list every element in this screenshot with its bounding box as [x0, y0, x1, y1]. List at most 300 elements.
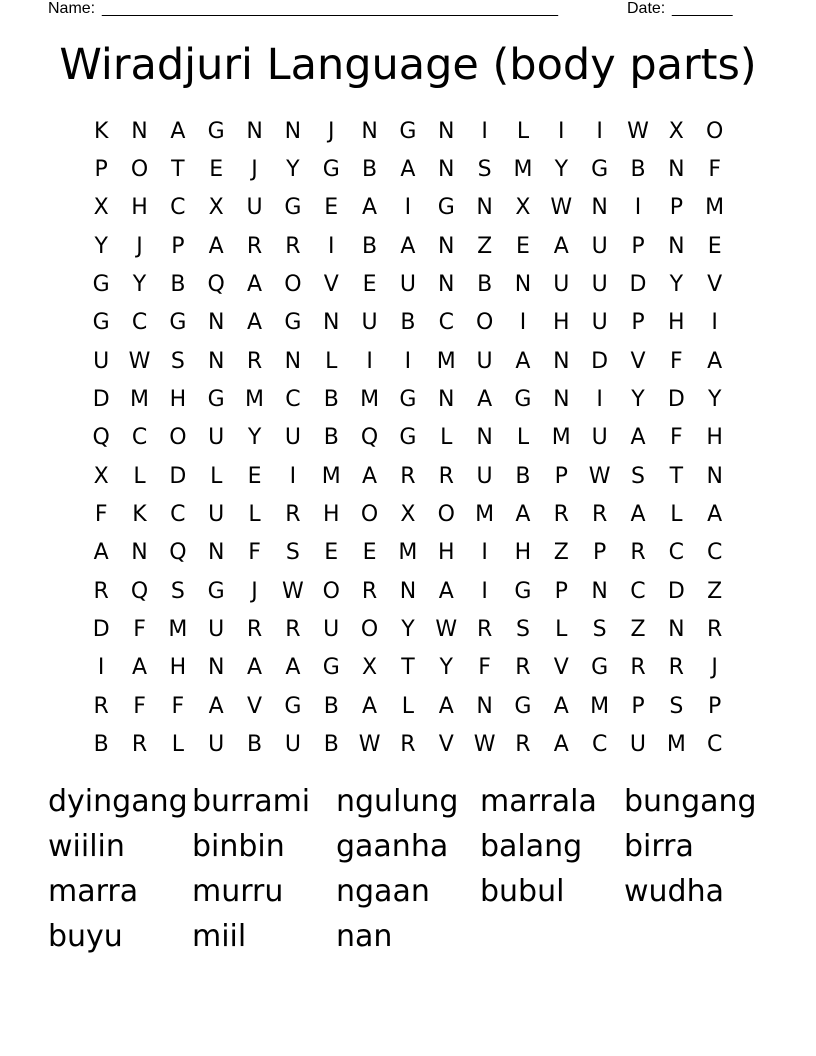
- grid-cell: C: [170, 195, 186, 221]
- grid-cell: R: [285, 502, 301, 528]
- grid-cell: A: [285, 655, 301, 681]
- grid-cell: G: [169, 310, 187, 336]
- grid-cell: W: [473, 732, 496, 758]
- grid-cell: G: [591, 157, 609, 183]
- grid-cell: A: [630, 502, 646, 528]
- grid-cell: R: [285, 233, 301, 259]
- puzzle-title: Wiradjuri Language (body parts): [59, 40, 757, 90]
- grid-cell: Q: [92, 425, 110, 451]
- grid-cell: D: [169, 463, 187, 489]
- grid-cell: H: [514, 540, 532, 566]
- grid-cell: U: [591, 310, 608, 336]
- word-list-item: marra: [48, 874, 139, 909]
- grid-row: [82, 380, 734, 418]
- grid-cell: X: [400, 502, 416, 528]
- grid-cell: A: [515, 502, 531, 528]
- grid-row: [82, 304, 734, 342]
- grid-cell: E: [362, 272, 377, 298]
- grid-cell: L: [133, 463, 146, 489]
- grid-cell: S: [170, 578, 185, 604]
- grid-cell: P: [669, 195, 683, 221]
- grid-cell: G: [399, 425, 417, 451]
- grid-cell: T: [669, 463, 684, 489]
- grid-cell: M: [321, 463, 341, 489]
- grid-cell: V: [247, 693, 263, 719]
- grid-cell: F: [670, 425, 683, 451]
- letter-grid: [82, 112, 734, 764]
- grid-cell: A: [515, 348, 531, 374]
- grid-cell: A: [362, 463, 378, 489]
- grid-cell: Q: [169, 540, 187, 566]
- grid-cell: B: [170, 272, 186, 298]
- grid-cell: M: [705, 195, 725, 221]
- grid-cell: G: [514, 578, 532, 604]
- grid-cell: A: [170, 118, 186, 144]
- grid-cell: I: [596, 118, 603, 144]
- grid-cell: L: [171, 732, 184, 758]
- grid-cell: U: [246, 195, 263, 221]
- grid-cell: G: [92, 272, 110, 298]
- grid-cell: N: [476, 425, 493, 451]
- grid-cell: A: [362, 693, 378, 719]
- grid-cell: N: [207, 655, 225, 681]
- grid-cell: A: [247, 272, 263, 298]
- grid-cell: A: [93, 540, 109, 566]
- grid-cell: W: [282, 578, 304, 604]
- name-label: Name:: [48, 0, 96, 17]
- grid-cell: U: [591, 233, 608, 259]
- grid-cell: I: [481, 118, 488, 144]
- grid-cell: U: [208, 425, 225, 451]
- grid-cell: B: [323, 693, 339, 719]
- grid-cell: R: [246, 617, 263, 643]
- grid-cell: A: [438, 578, 454, 604]
- grid-cell: C: [706, 732, 723, 758]
- grid-cell: M: [590, 693, 610, 719]
- grid-cell: A: [362, 195, 378, 221]
- grid-cell: N: [553, 348, 570, 374]
- grid-row: [82, 610, 734, 648]
- grid-cell: V: [707, 272, 723, 298]
- grid-cell: R: [438, 463, 454, 489]
- grid-cell: A: [400, 157, 416, 183]
- grid-cell: R: [93, 693, 109, 719]
- grid-cell: Y: [439, 655, 453, 681]
- grid-row: [82, 457, 734, 495]
- grid-cell: N: [553, 387, 570, 413]
- grid-cell: F: [133, 617, 146, 643]
- word-list-item: nan: [336, 919, 393, 954]
- grid-cell: I: [289, 463, 297, 489]
- grid-cell: A: [208, 693, 224, 719]
- grid-cell: X: [515, 195, 531, 221]
- grid-row: [82, 419, 734, 457]
- grid-cell: S: [477, 157, 492, 183]
- grid-cell: T: [171, 157, 185, 183]
- grid-row: [82, 534, 734, 572]
- grid-cell: C: [438, 310, 454, 336]
- grid-cell: N: [668, 157, 685, 183]
- grid-cell: I: [596, 387, 603, 413]
- grid-cell: G: [284, 310, 302, 336]
- grid-cell: J: [251, 157, 258, 183]
- grid-cell: R: [591, 502, 608, 528]
- grid-cell: U: [591, 425, 608, 451]
- grid-cell: N: [438, 272, 455, 298]
- grid-cell: J: [327, 118, 335, 144]
- grid-cell: C: [591, 732, 608, 758]
- grid-cell: A: [707, 348, 723, 374]
- grid-cell: J: [711, 655, 718, 681]
- grid-cell: U: [399, 272, 416, 298]
- grid-cell: U: [476, 348, 493, 374]
- grid-cell: N: [591, 578, 608, 604]
- grid-cell: Y: [554, 157, 569, 183]
- grid-cell: F: [133, 693, 146, 719]
- grid-row: [82, 112, 734, 150]
- grid-cell: B: [247, 732, 263, 758]
- grid-cell: N: [361, 118, 378, 144]
- grid-cell: U: [476, 463, 493, 489]
- grid-cell: M: [398, 540, 418, 566]
- grid-cell: G: [322, 655, 340, 681]
- name-blank: _____________________________________________________: [102, 0, 558, 17]
- grid-cell: G: [514, 693, 532, 719]
- grid-row: [82, 726, 734, 764]
- grid-cell: I: [558, 118, 565, 144]
- grid-cell: I: [366, 348, 373, 374]
- grid-cell: H: [322, 502, 340, 528]
- grid-row: [82, 649, 734, 687]
- grid-cell: E: [247, 463, 262, 489]
- grid-cell: G: [284, 693, 302, 719]
- grid-cell: R: [630, 655, 646, 681]
- grid-cell: R: [553, 502, 569, 528]
- word-list: [48, 782, 788, 962]
- grid-cell: Y: [707, 387, 722, 413]
- grid-cell: V: [323, 272, 339, 298]
- grid-cell: Q: [207, 272, 225, 298]
- word-list-item: miil: [192, 919, 247, 954]
- grid-cell: R: [476, 617, 493, 643]
- grid-cell: R: [400, 732, 416, 758]
- grid-cell: X: [93, 463, 109, 489]
- grid-cell: X: [668, 118, 684, 144]
- grid-cell: A: [438, 693, 454, 719]
- grid-cell: J: [136, 233, 143, 259]
- grid-cell: Z: [477, 233, 493, 259]
- grid-cell: R: [361, 578, 378, 604]
- grid-cell: O: [130, 157, 149, 183]
- word-list-item: balang: [480, 829, 583, 864]
- grid-cell: B: [515, 463, 531, 489]
- date-label: Date:: [627, 0, 666, 17]
- grid-cell: P: [631, 693, 645, 719]
- grid-cell: W: [435, 617, 458, 643]
- grid-cell: N: [438, 387, 455, 413]
- grid-cell: N: [668, 617, 685, 643]
- grid-cell: K: [93, 118, 109, 144]
- grid-cell: G: [591, 655, 609, 681]
- grid-cell: A: [477, 387, 493, 413]
- grid-row: [82, 227, 734, 265]
- grid-cell: F: [478, 655, 491, 681]
- grid-cell: N: [706, 463, 723, 489]
- grid-cell: O: [475, 310, 494, 336]
- header-line: [48, 0, 748, 20]
- grid-cell: O: [322, 578, 340, 604]
- grid-cell: I: [97, 655, 105, 681]
- grid-cell: M: [551, 425, 571, 451]
- grid-cell: L: [210, 463, 223, 489]
- word-list-item: gaanha: [336, 829, 449, 864]
- grid-cell: S: [631, 463, 645, 489]
- grid-row: [82, 189, 734, 227]
- grid-cell: N: [246, 118, 263, 144]
- grid-cell: F: [248, 540, 261, 566]
- grid-cell: X: [93, 195, 109, 221]
- grid-cell: P: [631, 233, 645, 259]
- grid-cell: O: [169, 425, 187, 451]
- grid-cell: S: [170, 348, 185, 374]
- grid-cell: R: [630, 540, 646, 566]
- grid-cell: N: [323, 310, 340, 336]
- grid-cell: U: [208, 732, 225, 758]
- grid-cell: G: [399, 387, 417, 413]
- grid-cell: V: [630, 348, 646, 374]
- grid-cell: N: [476, 693, 493, 719]
- grid-cell: P: [593, 540, 607, 566]
- grid-cell: Z: [707, 578, 723, 604]
- grid-cell: H: [169, 387, 187, 413]
- grid-cell: B: [323, 732, 339, 758]
- grid-cell: R: [285, 617, 301, 643]
- grid-cell: G: [207, 578, 225, 604]
- word-list-item: bubul: [480, 874, 565, 909]
- grid-cell: O: [437, 502, 455, 528]
- grid-cell: L: [516, 425, 530, 451]
- grid-cell: P: [171, 233, 185, 259]
- grid-cell: R: [246, 233, 263, 259]
- grid-cell: O: [284, 272, 302, 298]
- grid-cell: L: [516, 118, 530, 144]
- grid-cell: U: [208, 617, 225, 643]
- grid-cell: B: [323, 387, 339, 413]
- grid-cell: D: [92, 617, 110, 643]
- grid-cell: N: [131, 118, 148, 144]
- grid-cell: N: [399, 578, 417, 604]
- grid-row: [82, 687, 734, 725]
- grid-cell: E: [707, 233, 722, 259]
- grid-cell: E: [209, 157, 224, 183]
- grid-cell: S: [285, 540, 300, 566]
- grid-cell: C: [668, 540, 685, 566]
- grid-cell: M: [245, 387, 265, 413]
- grid-cell: N: [131, 540, 148, 566]
- grid-cell: P: [94, 157, 108, 183]
- grid-cell: G: [514, 387, 532, 413]
- grid-cell: G: [207, 118, 225, 144]
- grid-cell: I: [634, 195, 642, 221]
- grid-cell: B: [400, 310, 416, 336]
- grid-cell: B: [362, 233, 378, 259]
- grid-cell: N: [284, 118, 302, 144]
- grid-cell: Z: [630, 617, 646, 643]
- grid-cell: E: [516, 233, 530, 259]
- grid-cell: D: [667, 387, 685, 413]
- grid-cell: L: [248, 502, 261, 528]
- grid-cell: X: [208, 195, 224, 221]
- grid-cell: A: [553, 233, 569, 259]
- grid-cell: P: [554, 578, 568, 604]
- grid-cell: C: [131, 425, 148, 451]
- grid-cell: Y: [669, 272, 684, 298]
- grid-cell: M: [666, 732, 686, 758]
- grid-cell: H: [668, 310, 685, 336]
- grid-cell: M: [168, 617, 188, 643]
- grid-cell: B: [93, 732, 109, 758]
- grid-cell: M: [360, 387, 380, 413]
- grid-cell: G: [284, 195, 302, 221]
- grid-cell: A: [707, 502, 723, 528]
- grid-cell: L: [555, 617, 568, 643]
- grid-cell: W: [588, 463, 611, 489]
- grid-cell: C: [706, 540, 723, 566]
- grid-cell: T: [401, 655, 415, 681]
- grid-cell: I: [481, 578, 488, 604]
- grid-cell: R: [131, 732, 148, 758]
- grid-cell: S: [515, 617, 530, 643]
- grid-cell: A: [400, 233, 416, 259]
- grid-cell: C: [285, 387, 301, 413]
- grid-cell: M: [130, 387, 149, 413]
- grid-cell: N: [207, 540, 225, 566]
- word-list-item: murru: [192, 874, 284, 909]
- grid-cell: F: [171, 693, 185, 719]
- grid-cell: G: [207, 387, 225, 413]
- grid-cell: L: [670, 502, 683, 528]
- grid-cell: P: [631, 310, 645, 336]
- grid-cell: L: [325, 348, 338, 374]
- grid-cell: N: [438, 233, 455, 259]
- grid-cell: G: [399, 118, 417, 144]
- grid-row: [82, 150, 734, 188]
- grid-cell: I: [711, 310, 718, 336]
- date-blank: _______: [672, 0, 733, 17]
- grid-cell: W: [627, 118, 649, 144]
- grid-cell: N: [514, 272, 532, 298]
- grid-cell: W: [128, 348, 151, 374]
- grid-cell: A: [208, 233, 224, 259]
- grid-cell: U: [361, 310, 378, 336]
- grid-cell: N: [591, 195, 608, 221]
- grid-cell: Y: [132, 272, 147, 298]
- grid-cell: B: [323, 425, 339, 451]
- grid-cell: H: [553, 310, 570, 336]
- word-list-item: dyingang: [48, 784, 188, 819]
- grid-cell: A: [630, 425, 646, 451]
- grid-cell: F: [94, 502, 108, 528]
- grid-cell: G: [437, 195, 455, 221]
- grid-cell: C: [131, 310, 148, 336]
- grid-cell: C: [630, 578, 646, 604]
- grid-row: [82, 572, 734, 610]
- word-list-item: burrami: [192, 784, 311, 819]
- word-list-item: wudha: [624, 874, 724, 909]
- grid-row: [82, 495, 734, 533]
- grid-cell: A: [553, 693, 569, 719]
- grid-cell: S: [669, 693, 684, 719]
- grid-cell: V: [438, 732, 454, 758]
- grid-cell: H: [131, 195, 148, 221]
- grid-cell: Y: [286, 157, 300, 183]
- grid-cell: B: [477, 272, 493, 298]
- grid-cell: D: [92, 387, 110, 413]
- grid-cell: N: [438, 157, 455, 183]
- grid-cell: Z: [553, 540, 569, 566]
- grid-cell: Y: [401, 617, 415, 643]
- grid-cell: B: [630, 157, 646, 183]
- grid-cell: N: [284, 348, 302, 374]
- grid-cell: Y: [94, 233, 108, 259]
- grid-cell: U: [629, 732, 647, 758]
- grid-cell: I: [404, 195, 412, 221]
- grid-cell: D: [629, 272, 647, 298]
- grid-cell: M: [513, 157, 533, 183]
- grid-cell: A: [553, 732, 569, 758]
- grid-cell: A: [247, 655, 263, 681]
- grid-cell: Q: [130, 578, 149, 604]
- word-list-item: bungang: [624, 784, 757, 819]
- grid-cell: U: [284, 425, 301, 451]
- grid-cell: O: [360, 502, 379, 528]
- grid-cell: G: [322, 157, 340, 183]
- grid-cell: O: [360, 617, 379, 643]
- grid-cell: R: [93, 578, 109, 604]
- grid-cell: I: [327, 233, 335, 259]
- grid-cell: H: [706, 425, 723, 451]
- grid-cell: H: [437, 540, 455, 566]
- grid-cell: P: [554, 463, 568, 489]
- grid-cell: F: [708, 157, 721, 183]
- grid-cell: N: [207, 310, 225, 336]
- grid-cell: I: [481, 540, 488, 566]
- grid-cell: E: [324, 195, 339, 221]
- grid-cell: E: [362, 540, 377, 566]
- grid-cell: R: [400, 463, 416, 489]
- grid-cell: U: [553, 272, 570, 298]
- grid-cell: A: [247, 310, 263, 336]
- grid-cell: H: [169, 655, 187, 681]
- grid-cell: G: [92, 310, 110, 336]
- grid-cell: K: [132, 502, 147, 528]
- grid-cell: F: [670, 348, 683, 374]
- grid-cell: L: [401, 693, 415, 719]
- word-list-item: buyu: [48, 919, 123, 954]
- word-list-item: binbin: [192, 829, 285, 864]
- grid-cell: U: [93, 348, 110, 374]
- grid-cell: D: [591, 348, 609, 374]
- grid-cell: L: [440, 425, 453, 451]
- grid-cell: R: [707, 617, 723, 643]
- grid-cell: N: [207, 348, 225, 374]
- word-list-item: birra: [624, 829, 694, 864]
- grid-cell: P: [708, 693, 722, 719]
- word-list-item: ngulung: [336, 784, 459, 819]
- grid-cell: M: [436, 348, 456, 374]
- grid-cell: U: [591, 272, 608, 298]
- grid-cell: R: [515, 732, 531, 758]
